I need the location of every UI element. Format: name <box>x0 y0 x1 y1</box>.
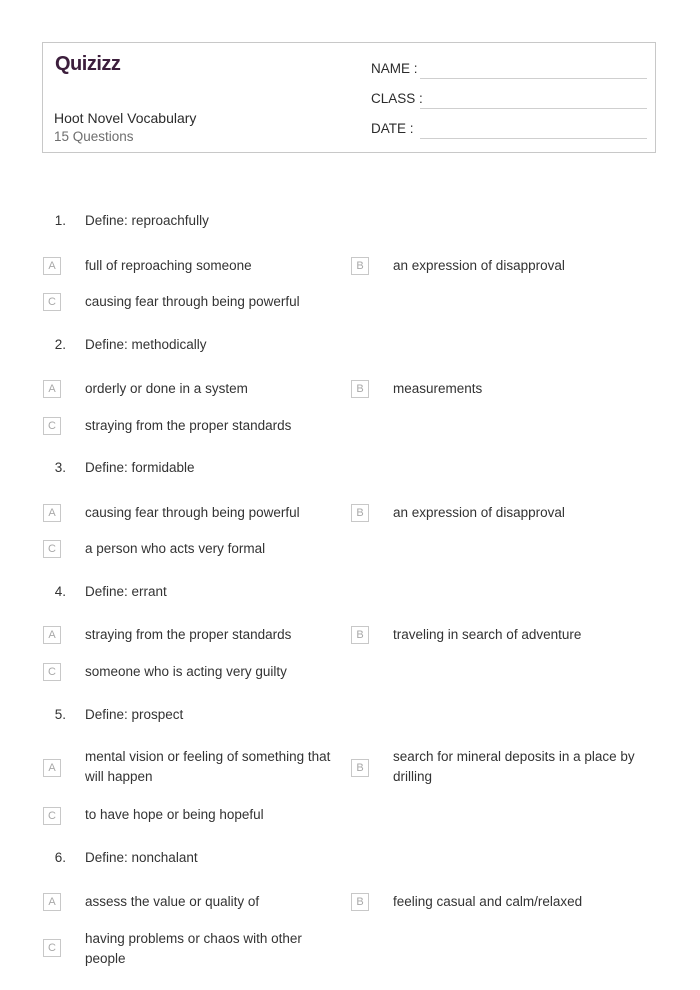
question-number: 5. <box>54 707 66 722</box>
option-a-box: A <box>43 504 61 522</box>
option-a-box: A <box>43 893 61 911</box>
quizizz-logo: Quizizz <box>55 53 121 75</box>
worksheet-header <box>42 42 656 153</box>
option-b-text: traveling in search of adventure <box>393 627 582 642</box>
option-c-text: having problems or chaos with other people <box>85 931 302 966</box>
option-c-box: C <box>43 540 61 558</box>
name-line <box>420 78 647 79</box>
date-label: DATE : <box>371 121 414 136</box>
option-b-text: measurements <box>393 381 483 396</box>
question-prompt: Define: errant <box>85 584 167 599</box>
question-prompt: Define: methodically <box>85 337 207 352</box>
option-a-text: assess the value or quality of <box>85 894 260 909</box>
date-line <box>420 138 647 139</box>
option-a-box: A <box>43 257 61 275</box>
option-b-text: feeling casual and calm/relaxed <box>393 894 583 909</box>
question-number: 4. <box>54 584 66 599</box>
question-prompt: Define: prospect <box>85 707 184 722</box>
question-number: 6. <box>54 850 66 865</box>
option-a-text: straying from the proper standards <box>85 627 292 642</box>
question-number: 2. <box>54 337 66 352</box>
option-c-text: someone who is acting very guilty <box>85 664 287 679</box>
option-a-box: A <box>43 626 61 644</box>
option-a-box: A <box>43 759 61 777</box>
option-b-box: B <box>351 626 369 644</box>
option-b-box: B <box>351 504 369 522</box>
class-label: CLASS : <box>371 91 423 106</box>
option-c-box: C <box>43 293 61 311</box>
question-prompt: Define: formidable <box>85 460 195 475</box>
class-field <box>371 91 423 106</box>
option-a-text: full of reproaching someone <box>85 258 252 273</box>
option-b-text: search for mineral deposits in a place by drilling <box>393 749 635 784</box>
date-field <box>371 121 414 136</box>
worksheet-title: Hoot Novel Vocabulary <box>54 110 197 126</box>
name-field <box>371 61 418 76</box>
option-c-text: to have hope or being hopeful <box>85 807 264 822</box>
option-b-text: an expression of disapproval <box>393 505 565 520</box>
question-number: 1. <box>54 213 66 228</box>
question-prompt: Define: reproachfully <box>85 213 209 228</box>
option-b-box: B <box>351 257 369 275</box>
option-a-text: causing fear through being powerful <box>85 505 300 520</box>
question-number: 3. <box>54 460 66 475</box>
class-line <box>420 108 647 109</box>
option-a-text: mental vision or feeling of something that will happen <box>85 749 331 784</box>
question-prompt: Define: nonchalant <box>85 850 198 865</box>
option-c-box: C <box>43 807 61 825</box>
option-b-box: B <box>351 893 369 911</box>
option-c-text: causing fear through being powerful <box>85 294 300 309</box>
question-count: 15 Questions <box>54 129 134 144</box>
option-a-box: A <box>43 380 61 398</box>
option-c-text: straying from the proper standards <box>85 418 292 433</box>
option-a-text: orderly or done in a system <box>85 381 248 396</box>
option-b-box: B <box>351 759 369 777</box>
option-b-text: an expression of disapproval <box>393 258 565 273</box>
option-b-box: B <box>351 380 369 398</box>
name-label: NAME : <box>371 61 418 76</box>
option-c-text: a person who acts very formal <box>85 541 266 556</box>
option-c-box: C <box>43 939 61 957</box>
option-c-box: C <box>43 417 61 435</box>
option-c-box: C <box>43 663 61 681</box>
